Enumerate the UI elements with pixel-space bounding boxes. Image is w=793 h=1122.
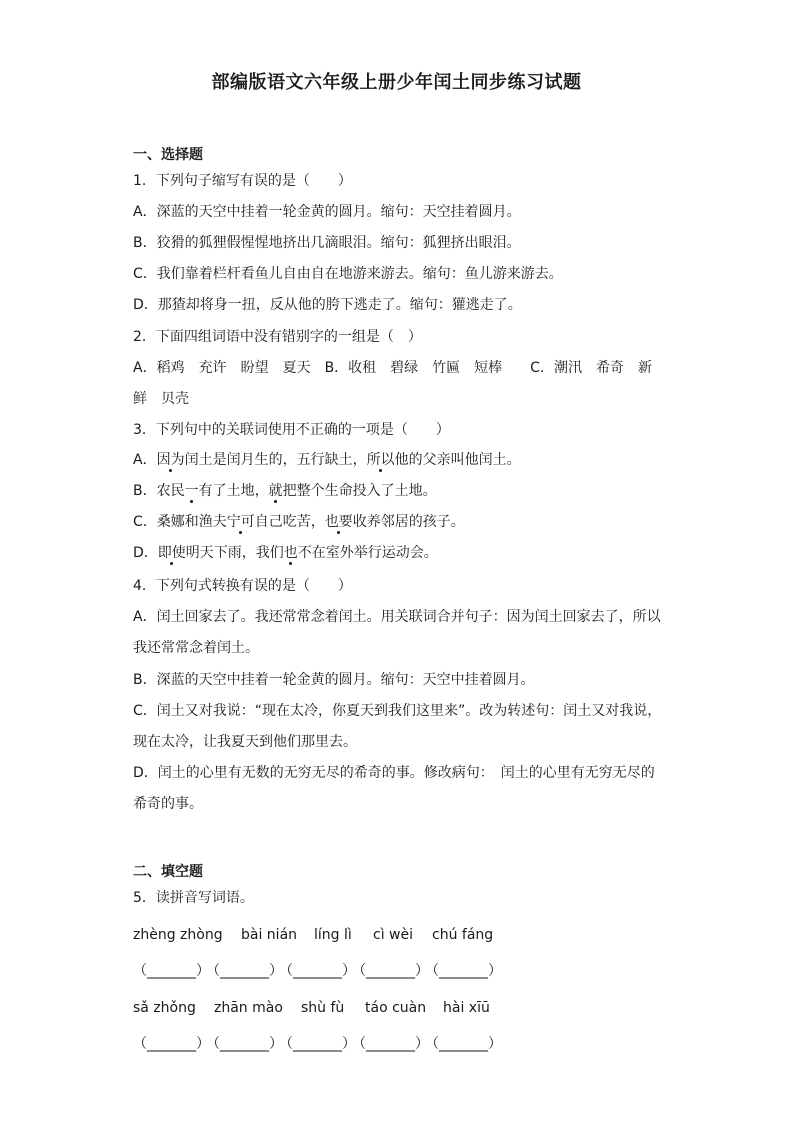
answer-blank[interactable]: （_______）	[279, 963, 356, 979]
sentence-text: 把整个生命投入了土地。	[282, 483, 437, 499]
emphasized-conjunction: 就	[268, 483, 283, 499]
answer-blank[interactable]: （_______）	[425, 963, 502, 979]
pinyin-word: táo cuàn	[365, 1000, 427, 1016]
sentence-text: 他的父亲叫他闰土。	[394, 452, 521, 468]
answer-blank[interactable]: （_______）	[425, 1036, 502, 1052]
question-1-stem: 1．下列句子缩写有误的是（ ）	[133, 173, 352, 189]
option-prefix: C．桑娜和渔夫	[133, 514, 227, 530]
option-prefix: A．	[133, 452, 157, 468]
question-4-option-d-line-1: D．闰土的心里有无数的无穷无尽的希奇的事。修改病句： 闰土的心里有无穷无尽的	[133, 765, 655, 781]
option-prefix: B．农民	[133, 483, 185, 499]
answer-blank[interactable]: （_______）	[206, 1036, 283, 1052]
sentence-text: 收养邻居的孩子。	[352, 514, 465, 530]
pinyin-word: bài nián	[241, 927, 298, 943]
section-heading-choice: 一、选择题	[133, 147, 203, 163]
pinyin-word: chú fáng	[432, 927, 494, 943]
question-1-option-d: D．那猹却将身一扭，反从他的胯下逃走了。缩句：獾逃走了。	[133, 297, 522, 313]
question-2-stem: 2．下面四组词语中没有错别字的一组是（ ）	[133, 329, 422, 345]
sentence-text: 明天下雨，我们	[185, 545, 284, 561]
emphasized-conjunction: 所以	[366, 452, 395, 468]
option-prefix: D．	[133, 545, 158, 561]
sentence-text: 闰土是闰月生的，五行缺土，	[184, 452, 367, 468]
emphasized-conjunction: 因为	[156, 452, 185, 468]
answer-blank[interactable]: （_______）	[206, 963, 283, 979]
answer-blank[interactable]: （_______）	[133, 963, 210, 979]
emphasized-conjunction: 即使	[157, 545, 186, 561]
question-3-stem: 3．下列句中的关联词使用不正确的一项是（ ）	[133, 422, 450, 438]
question-4-option-a-line-2: 我还常常念着闰土。	[133, 640, 259, 656]
question-2-options-line-1: A．稻鸡 充许 盼望 夏天 B．收租 碧绿 竹匾 短棒 C．潮汛 希奇 新	[133, 360, 652, 376]
question-1-option-a: A．深蓝的天空中挂着一轮金黄的圆月。缩句：天空挂着圆月。	[133, 204, 521, 220]
question-4-option-b: B．深蓝的天空中挂着一轮金黄的圆月。缩句：天空中挂着圆月。	[133, 672, 535, 688]
question-4-option-c-line-1: C．闰土又对我说：“现在太冷，你夏天到我们这里来”。改为转述句：闰土又对我说，	[133, 703, 662, 719]
question-5-stem: 5．读拼音写词语。	[133, 890, 254, 906]
sentence-text: 自己吃苦，	[254, 514, 325, 530]
question-2-options-line-2: 鲜 贝壳	[133, 391, 189, 407]
question-1-option-b: B．狡猾的狐狸假惺惺地挤出几滴眼泪。缩句：狐狸挤出眼泪。	[133, 235, 521, 251]
sentence-text: 有了土地，	[198, 483, 269, 499]
question-1-option-c: C．我们靠着栏杆看鱼儿自由自在地游来游去。缩句：鱼儿游来游去。	[133, 266, 563, 282]
pinyin-word: hài xīū	[443, 1000, 490, 1016]
emphasized-conjunction: 也要	[324, 514, 353, 530]
pinyin-word: shù fù	[301, 1000, 345, 1016]
page-title: 部编版语文六年级上册少年闰土同步练习试题	[211, 72, 582, 93]
pinyin-word: zhèng zhòng	[133, 927, 223, 943]
question-4-stem: 4．下列句式转换有误的是（ ）	[133, 578, 352, 594]
emphasized-conjunction: 也	[283, 545, 298, 561]
emphasized-conjunction: 一	[184, 483, 199, 499]
pinyin-word: sǎ zhǒng	[133, 1000, 196, 1016]
pinyin-word: cì wèi	[373, 927, 413, 943]
answer-blank[interactable]: （_______）	[352, 963, 429, 979]
pinyin-word: líng lì	[314, 927, 352, 943]
question-4-option-a-line-1: A．闰土回家去了。我还常常念着闰土。用关联词合并句子：因为闰土回家去了，所以	[133, 609, 661, 625]
question-3-option-d	[133, 543, 438, 563]
pinyin-word: zhān mào	[214, 1000, 283, 1016]
emphasized-conjunction: 宁可	[226, 514, 255, 530]
answer-blank[interactable]: （_______）	[279, 1036, 356, 1052]
sentence-text: 不在室外举行运动会。	[297, 545, 438, 561]
answer-blank[interactable]: （_______）	[133, 1036, 210, 1052]
question-4-option-c-line-2: 现在太冷，让我夏天到他们那里去。	[133, 734, 357, 750]
section-heading-fill-in: 二、填空题	[133, 864, 203, 880]
question-4-option-d-line-2: 希奇的事。	[133, 796, 203, 812]
answer-blank[interactable]: （_______）	[352, 1036, 429, 1052]
question-3-option-a	[133, 450, 521, 470]
question-3-option-b	[133, 481, 437, 501]
question-3-option-c	[133, 512, 465, 532]
